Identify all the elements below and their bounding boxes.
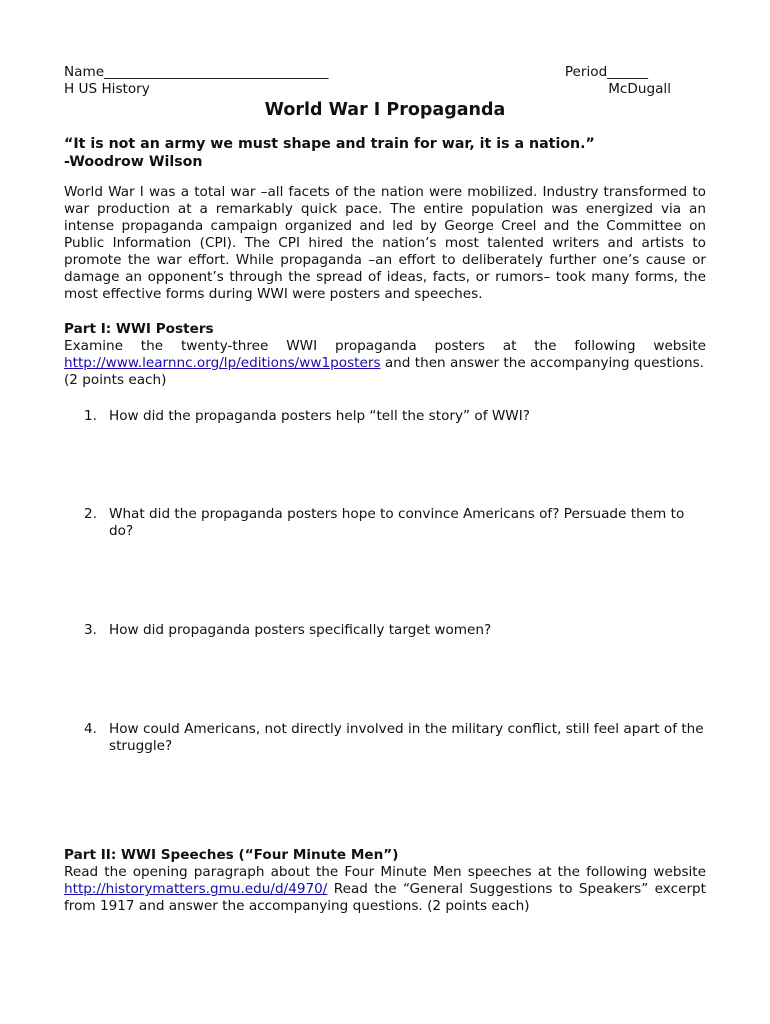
part2-text-after: Read the “General Suggestions to Speakers” excerpt from 1917 and answer the accompanying questions. (2 points each) (64, 881, 706, 914)
part2-heading: Part II: WWI Speeches (“Four Minute Men”) (64, 847, 399, 863)
header-row-1 (64, 64, 706, 81)
worksheet-page (64, 64, 706, 915)
quote-text: “It is not an army we must shape and train for war, it is a nation.” (64, 136, 595, 152)
opening-quote (64, 135, 706, 171)
question-3 (84, 622, 706, 639)
question-text: How could Americans, not directly involved in the military conflict, still feel apart of the struggle? (109, 721, 704, 754)
question-2 (84, 506, 706, 540)
question-number: 3. (84, 622, 97, 638)
speeches-website-link[interactable]: http://historymatters.gmu.edu/d/4970/ (64, 881, 328, 897)
part1-instructions (64, 338, 706, 372)
page-title: World War I Propaganda (264, 100, 506, 120)
posters-website-link[interactable]: http://www.learnnc.org/lp/editions/ww1posters (64, 355, 381, 371)
part1-text-before: Examine the twenty-three WWI propaganda posters at the following website (64, 338, 706, 354)
question-text: How did propaganda posters specifically target women? (109, 622, 492, 638)
part2-section (64, 847, 706, 915)
question-text: How did the propaganda posters help “tell the story” of WWI? (109, 408, 530, 424)
question-number: 2. (84, 506, 97, 522)
header-row-2 (64, 81, 706, 98)
question-number: 4. (84, 721, 97, 737)
quote-attribution: -Woodrow Wilson (64, 154, 203, 170)
name-field-label: Name_________________________________ (64, 64, 329, 80)
part1-heading: Part I: WWI Posters (64, 321, 214, 337)
question-text: What did the propaganda posters hope to convince Americans of? Persuade them to do? (109, 506, 685, 539)
part1-points: (2 points each) (64, 372, 167, 388)
intro-paragraph: World War I was a total war –all facets of the nation were mobilized. Industry transformed to war production at a remarkably quick pace. The entire population was energized via an intense propaganda campaign organized and led by George Creel and the Committee on Public Information (CPI). The CPI hired the nation’s most talented writers and artists to promote the war effort. While propaganda –an effort to deliberately further one’s cause or damage an opponent’s through the spread of ideas, facts, or rumors– took many forms, the most effective forms during WWI were posters and speeches. (64, 184, 706, 302)
question-number: 1. (84, 408, 97, 424)
part2-text-before: Read the opening paragraph about the Four Minute Men speeches at the following website (64, 864, 706, 880)
part1-text-after: and then answer the accompanying questions. (380, 355, 704, 371)
teacher-name: McDugall (608, 81, 671, 97)
question-1 (84, 408, 706, 425)
part2-instructions (64, 864, 706, 915)
course-name: H US History (64, 81, 150, 97)
period-field-label: Period______ (564, 64, 648, 80)
question-4 (84, 721, 706, 755)
